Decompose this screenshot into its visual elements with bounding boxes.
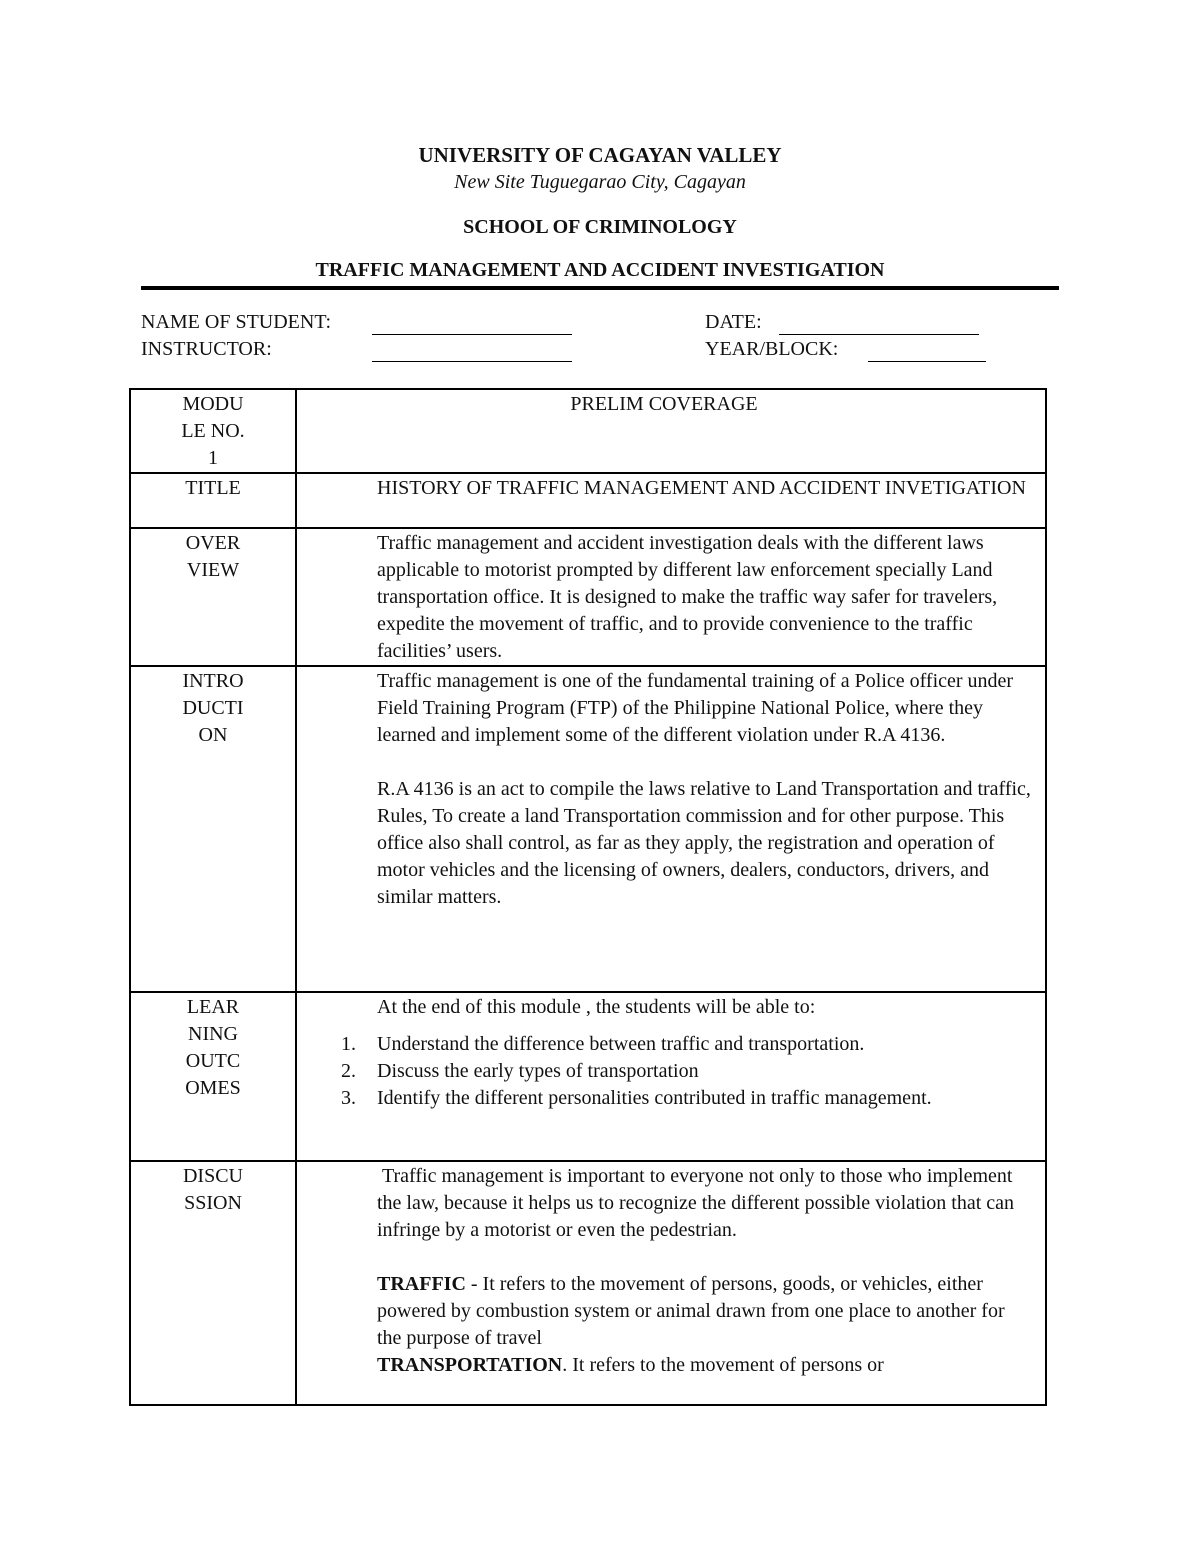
table-row-discussion bbox=[130, 1161, 1046, 1405]
outcomes-intro: At the end of this module , the students will be able to: bbox=[377, 996, 816, 1018]
date-label: DATE: bbox=[705, 311, 762, 333]
coverage-heading: PRELIM COVERAGE bbox=[570, 393, 758, 415]
table-row-module bbox=[130, 389, 1046, 473]
introduction-paragraph-1: Traffic management is one of the fundamental training of a Police officer under Field Training Program (FTP) of the Philippine National Police, where they learned and implement some of the different violation under R.A 4136. bbox=[377, 670, 1014, 746]
traffic-definition: TRAFFIC - It refers to the movement of persons, goods, or vehicles, either powered by combustion system or animal drawn from one place to another for the purpose of travel bbox=[377, 1273, 1005, 1349]
university-address: New Site Tuguegarao City, Cagayan bbox=[454, 171, 746, 193]
date-field[interactable] bbox=[779, 334, 979, 335]
school-name: SCHOOL OF CRIMINOLOGY bbox=[463, 216, 737, 238]
list-item: 3. Identify the different personalities contributed in traffic management. bbox=[341, 1087, 932, 1109]
year-block-label: YEAR/BLOCK: bbox=[705, 338, 839, 360]
title-value: HISTORY OF TRAFFIC MANAGEMENT AND ACCIDENT INVETIGATION bbox=[296, 473, 1046, 528]
course-title: TRAFFIC MANAGEMENT AND ACCIDENT INVESTIGATION bbox=[315, 259, 885, 281]
year-block-field[interactable] bbox=[868, 361, 986, 362]
instructor-field[interactable] bbox=[372, 361, 572, 362]
list-item: 2. Discuss the early types of transportation bbox=[341, 1060, 699, 1082]
introduction-paragraph-2: R.A 4136 is an act to compile the laws relative to Land Transportation and traffic, Rules, To create a land Transportation commission and for other purpose. This office also shall control, as far as they apply, the registration and operation of motor vehicles and the licensing of owners, dealers, conductors, drivers, and similar matters. bbox=[377, 778, 1031, 908]
header-rule bbox=[141, 286, 1059, 290]
list-item: 1. Understand the difference between traffic and transportation. bbox=[341, 1033, 865, 1055]
instructor-label: INSTRUCTOR: bbox=[141, 338, 272, 360]
module-table bbox=[129, 388, 1047, 1406]
table-row-outcomes bbox=[130, 992, 1046, 1161]
student-name-label: NAME OF STUDENT: bbox=[141, 311, 332, 333]
overview-label: OVER VIEW bbox=[130, 528, 296, 666]
discussion-paragraph: Traffic management is important to everyone not only to those who implement the law, because it helps us to recognize the different possible violation that can infringe by a motorist or even the pedestrian. bbox=[377, 1165, 1020, 1241]
student-name-field[interactable] bbox=[372, 334, 572, 335]
introduction-label: INTRO DUCTI ON bbox=[130, 666, 296, 992]
module-number-label: MODU LE NO. 1 bbox=[130, 389, 296, 473]
table-row-title bbox=[130, 473, 1046, 528]
university-name: UNIVERSITY OF CAGAYAN VALLEY bbox=[418, 143, 782, 167]
overview-text: Traffic management and accident investigation deals with the different laws applicable to motorist prompted by different law enforcement specially Land transportation office. It is designed to make the traffic way safer for travelers, expedite the movement of traffic, and to provide convenience to the traffic facilities’ users. bbox=[296, 528, 1046, 666]
table-row-introduction bbox=[130, 666, 1046, 992]
transportation-definition: TRANSPORTATION. It refers to the movement of persons or bbox=[377, 1354, 884, 1376]
outcomes-list bbox=[341, 1031, 1031, 1112]
table-row-overview bbox=[130, 528, 1046, 666]
learning-outcomes-label: LEAR NING OUTC OMES bbox=[130, 992, 296, 1161]
title-label: TITLE bbox=[130, 473, 296, 528]
discussion-label: DISCU SSION bbox=[130, 1161, 296, 1405]
